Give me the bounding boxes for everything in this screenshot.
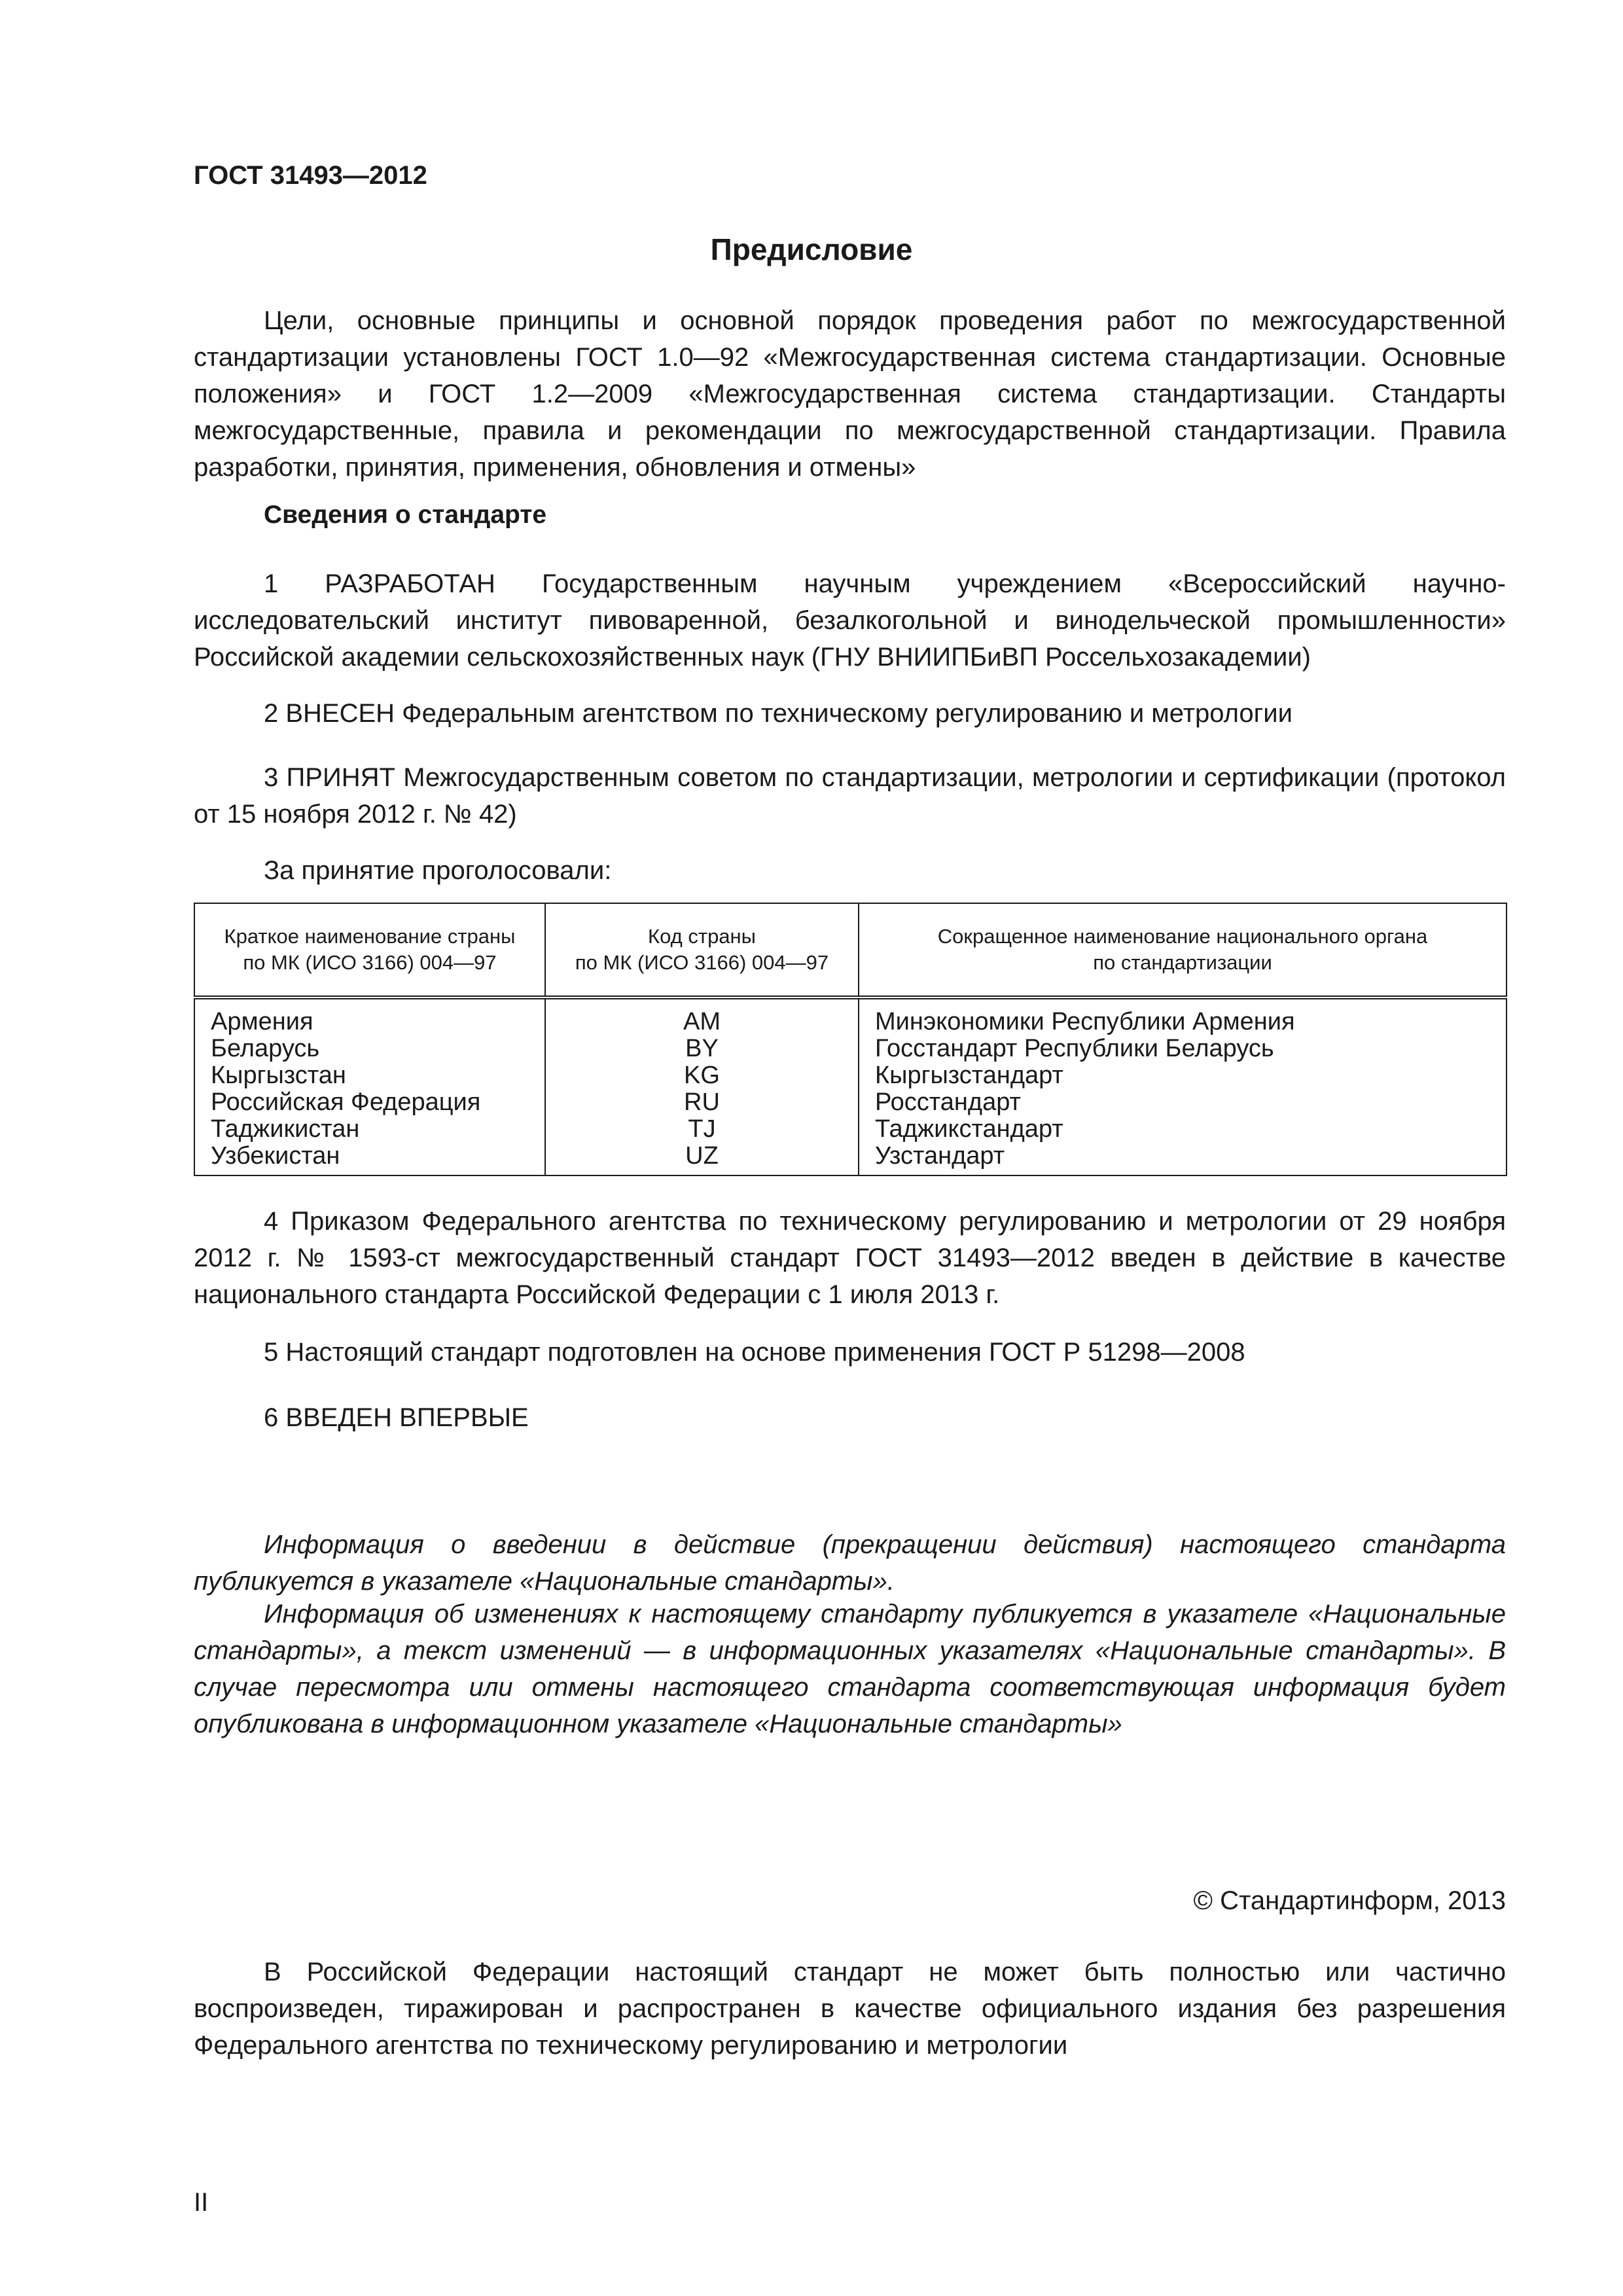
table-row xyxy=(194,1089,1507,1116)
code-cell: RU xyxy=(545,1089,859,1116)
reproduction-rights-paragraph: В Российской Федерации настоящий стандарт не может быть полностью или частично воспроизведен, тиражирован и распространен в качестве официального издания без разрешения Федерального агентства по техническому регулированию и метрологии xyxy=(194,1958,1506,2060)
page-title: Предисловие xyxy=(710,232,913,266)
standards-body-cell: Таджикстандарт xyxy=(859,1116,1507,1143)
country-cell: Беларусь xyxy=(194,1035,545,1062)
item-3-adopted-by: 3 ПРИНЯТ Межгосударственным советом по стандартизации, метрологии и сертификации (протокол от 15 ноября 2012 г. № 42) xyxy=(194,763,1506,829)
section-heading: Сведения о стандарте xyxy=(264,501,547,529)
table-row xyxy=(194,997,1507,1035)
table-row xyxy=(194,1035,1507,1062)
country-cell: Армения xyxy=(194,997,545,1035)
standards-body-cell: Узстандарт xyxy=(859,1143,1507,1175)
code-cell: TJ xyxy=(545,1116,859,1143)
table-header-row xyxy=(194,903,1507,997)
table-row xyxy=(194,1116,1507,1143)
item-1-developed-by: 1 РАЗРАБОТАН Государственным научным учреждением «Всероссийский научно-исследовательский институт пивоваренной, безалкогольной и винодельческой промышленности» Российской академии сельскохозяйственных наук (ГНУ ВНИИПБиВП Россельхозакадемии) xyxy=(194,569,1506,672)
header-country-code-line2: по МК (ИСО 3166) 004—97 xyxy=(575,951,829,974)
table-row xyxy=(194,1143,1507,1175)
page-number: II xyxy=(194,2188,209,2217)
notice-amendments-info: Информация об изменениях к настоящему стандарту публикуется в указателе «Национальные стандарты», а текст изменений — в информационных указателях «Национальные стандарты». В случае пересмотра или отмены настоящего стандарта соответствующая информация будет опубликована в информационном указателе «Национальные стандарты» xyxy=(194,1600,1506,1738)
copyright-line: © Стандартинформ, 2013 xyxy=(1193,1886,1506,1915)
header-country-code-line1: Код страны xyxy=(648,925,756,948)
country-cell: Узбекистан xyxy=(194,1143,545,1175)
country-cell: Таджикистан xyxy=(194,1116,545,1143)
code-cell: UZ xyxy=(545,1143,859,1175)
header-standards-body-line2: по стандартизации xyxy=(1093,951,1272,974)
vote-intro: За принятие проголосовали: xyxy=(264,856,612,885)
item-5-based-on: 5 Настоящий стандарт подготовлен на основе применения ГОСТ Р 51298—2008 xyxy=(264,1338,1245,1367)
standards-body-cell: Госстандарт Республики Беларусь xyxy=(859,1035,1507,1062)
header-standards-body xyxy=(859,903,1507,997)
code-cell: BY xyxy=(545,1035,859,1062)
header-standards-body-line1: Сокращенное наименование национального органа xyxy=(937,925,1428,948)
document-code: ГОСТ 31493—2012 xyxy=(194,161,427,190)
notice-publication-info: Информация о введении в действие (прекращении действия) настоящего стандарта публикуется в указателе «Национальные стандарты». xyxy=(194,1530,1506,1596)
country-cell: Кыргызстан xyxy=(194,1062,545,1089)
header-country-code xyxy=(545,903,859,997)
header-country-name xyxy=(194,903,545,997)
table-row xyxy=(194,1062,1507,1089)
item-2-submitted-by: 2 ВНЕСЕН Федеральным агентством по техническому регулированию и метрологии xyxy=(264,699,1293,728)
code-cell: KG xyxy=(545,1062,859,1089)
voting-countries-table xyxy=(194,903,1507,1176)
intro-paragraph: Цели, основные принципы и основной порядок проведения работ по межгосударственной стандартизации установлены ГОСТ 1.0—92 «Межгосударственная система стандартизации. Основные положения» и ГОСТ 1.2—2009 «Межгосударственная система стандартизации. Стандарты межгосударственные, правила и рекомендации по межгосударственной стандартизации. Правила разработки, принятия, применения, обновления и отмены» xyxy=(194,306,1506,482)
item-6-introduced-first-time: 6 ВВЕДЕН ВПЕРВЫЕ xyxy=(264,1403,529,1432)
item-4-enacted-by-order: 4 Приказом Федерального агентства по техническому регулированию и метрологии от 29 ноября 2012 г. № 1593-ст межгосударственный стандарт ГОСТ 31493—2012 введен в действие в качестве национального стандарта Российской Федерации с 1 июля 2013 г. xyxy=(194,1207,1506,1309)
header-country-name-line1: Краткое наименование страны xyxy=(224,925,516,948)
country-cell: Российская Федерация xyxy=(194,1089,545,1116)
standards-body-cell: Росстандарт xyxy=(859,1089,1507,1116)
standards-body-cell: Минэкономики Республики Армения xyxy=(859,997,1507,1035)
standards-body-cell: Кыргызстандарт xyxy=(859,1062,1507,1089)
code-cell: AM xyxy=(545,997,859,1035)
header-country-name-line2: по МК (ИСО 3166) 004—97 xyxy=(243,951,497,974)
